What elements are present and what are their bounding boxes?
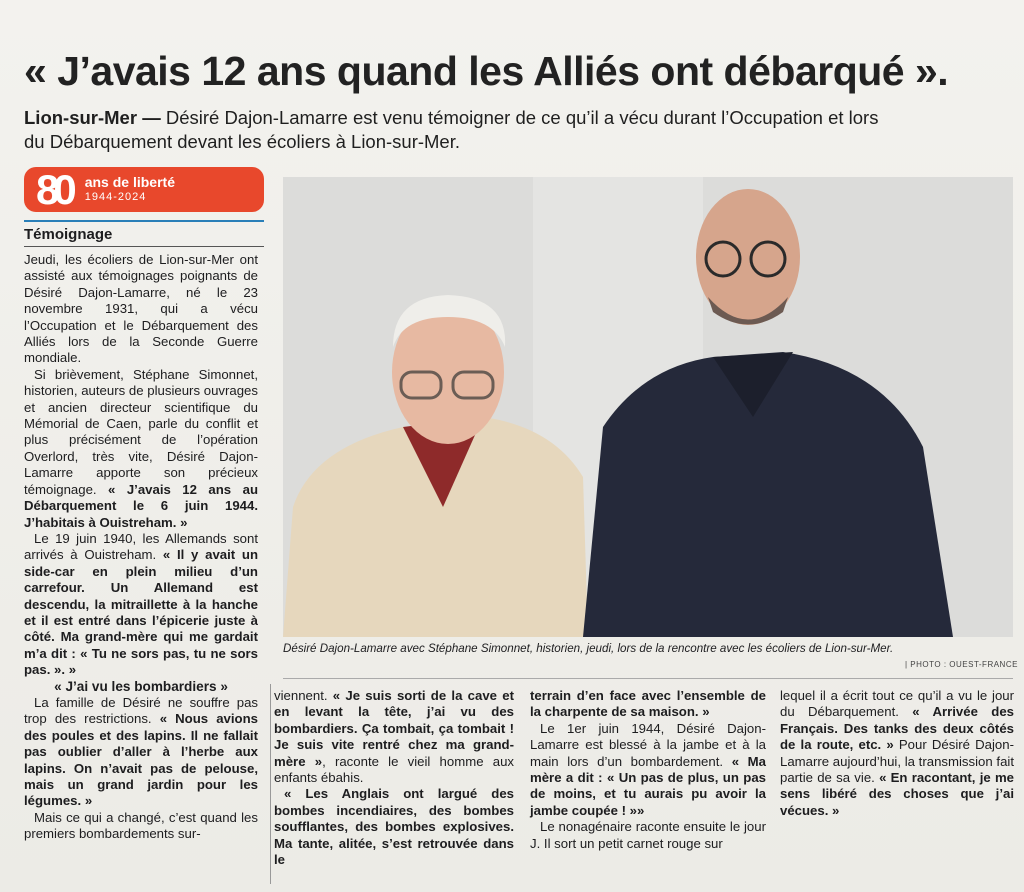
paragraph: Jeudi, les écoliers de Lion-sur-Mer ont assisté aux témoignages poignants de Désiré Dajon-Lamarre, né le 23 novembre 1931, qui a vécu l’Occupation et le Débarquement des Alliés lors de la Seconde Guerre mondiale. bbox=[24, 252, 258, 366]
paragraph bbox=[274, 786, 514, 868]
quote-run: « En racontant, je me sens libéré des choses que j’ai vécues. » bbox=[780, 770, 1014, 818]
paragraph: Mais ce qui a changé, c’est quand les premiers bombardements sur- bbox=[24, 809, 258, 842]
paragraph bbox=[530, 721, 766, 819]
text-run: Le 19 juin 1940, les Allemands sont arrivés à Ouistreham. bbox=[24, 530, 258, 563]
paragraph bbox=[780, 688, 1014, 819]
paragraph bbox=[274, 688, 514, 786]
lede-text: Désiré Dajon-Lamarre est venu témoigner de ce qu’il a vécu durant l’Occupation et lors du Débarquement devant les écoliers à Lion-sur-Mer. bbox=[24, 107, 879, 152]
text-run: Si brièvement, Stéphane Simonnet, historien, auteurs de plusieurs ouvrages et ancien directeur scientifique du Mémorial de Caen, parle du conflit et plus précisément de l’opération Overlord, très vite, Désiré Dajon-Lamarre apporte son précieux témoignage. bbox=[24, 366, 258, 497]
text-run: Le 1er juin 1944, Désiré Dajon-Lamarre est blessé à la jambe et à la main lors d’un bombardement. bbox=[530, 720, 766, 769]
text-run: viennent. bbox=[274, 688, 333, 703]
badge-number: 80 bbox=[36, 165, 71, 213]
section-label: Témoignage bbox=[24, 220, 264, 247]
anniversary-badge bbox=[24, 167, 264, 212]
article-lede bbox=[24, 106, 894, 154]
quote-run: « Ma mère a dit : « Un pas de plus, un pas de moins, et tu aurais pu avoir la jambe coupée ! »» bbox=[530, 753, 766, 818]
paragraph bbox=[24, 695, 258, 810]
paragraph bbox=[530, 688, 766, 721]
quote-run: « Je suis sorti de la cave et en levant la tête, j’ai vu des bombardiers. Ça tombait, ça tombait ! Je suis vite rentré chez ma grand-mère » bbox=[274, 688, 514, 769]
quote-run: « Les Anglais ont largué des bombes incendiaires, des bombes soufflantes, des bombes explosives. Ma tante, alitée, s’est retrouvée dans le bbox=[274, 786, 514, 868]
subheading: « J’ai vu les bombardiers » bbox=[54, 678, 228, 694]
quote-run: « Il y avait un side-car en plein milieu d’un carrefour. Un Allemand est descendu, la mitraillette à la hanche et il est entré dans l’épicerie juste à côté. Ma grand-mère qui me gardait m’a dit : « Tu ne sors pas, tu ne sors pas. ». » bbox=[24, 547, 259, 678]
photo-credit: | PHOTO : OUEST-FRANCE bbox=[905, 660, 1018, 669]
text-run: lequel il a écrit tout ce qu’il a vu le jour du Débarquement. bbox=[780, 688, 1014, 720]
quote-run: « J’avais 12 ans au Débarquement le 6 juin 1944. J’habitais à Ouistreham. » bbox=[24, 481, 258, 530]
article-photo bbox=[283, 177, 1013, 637]
paragraph bbox=[24, 531, 258, 679]
text-run: La famille de Désiré ne souffre pas trop des restrictions. bbox=[24, 694, 258, 727]
quote-run: « Nous avions des poules et des lapins. Il ne fallait pas oublier d’aller à l’herbe aux lapins. On n’avait pas de pelouse, mais un grand jardin pour les légumes. » bbox=[24, 711, 258, 809]
text-run: Pour Désiré Dajon-Lamarre aujourd’hui, la transmission fait partie de sa vie. bbox=[780, 737, 1014, 786]
column-rule bbox=[270, 684, 271, 884]
quote-run: terrain d’en face avec l’ensemble de la charpente de sa maison. » bbox=[530, 688, 766, 720]
paragraph: Le nonagénaire raconte ensuite le jour J. Il sort un petit carnet rouge sur bbox=[530, 819, 766, 851]
column-1 bbox=[24, 252, 258, 843]
column-4 bbox=[780, 688, 1014, 819]
article-headline: « J’avais 12 ans quand les Alliés ont débarqué ». bbox=[24, 48, 949, 94]
badge-line1: ans de liberté bbox=[84, 173, 175, 190]
column-3 bbox=[530, 688, 766, 852]
text-run: , raconte le vieil homme aux enfants ébahis. bbox=[274, 753, 514, 786]
badge-line2: 1944-2024 bbox=[84, 190, 147, 203]
photo-illustration bbox=[283, 177, 1013, 637]
quote-run: « Arrivée des Français. Des tanks des deux côtés de la route, etc. » bbox=[780, 704, 1014, 753]
divider bbox=[283, 678, 1013, 679]
lede-place: Lion-sur-Mer — bbox=[24, 107, 161, 128]
paragraph bbox=[24, 367, 258, 531]
column-2 bbox=[274, 688, 514, 868]
photo-caption: Désiré Dajon-Lamarre avec Stéphane Simonnet, historien, jeudi, lors de la rencontre avec les écoliers de Lion-sur-Mer. bbox=[283, 642, 894, 655]
